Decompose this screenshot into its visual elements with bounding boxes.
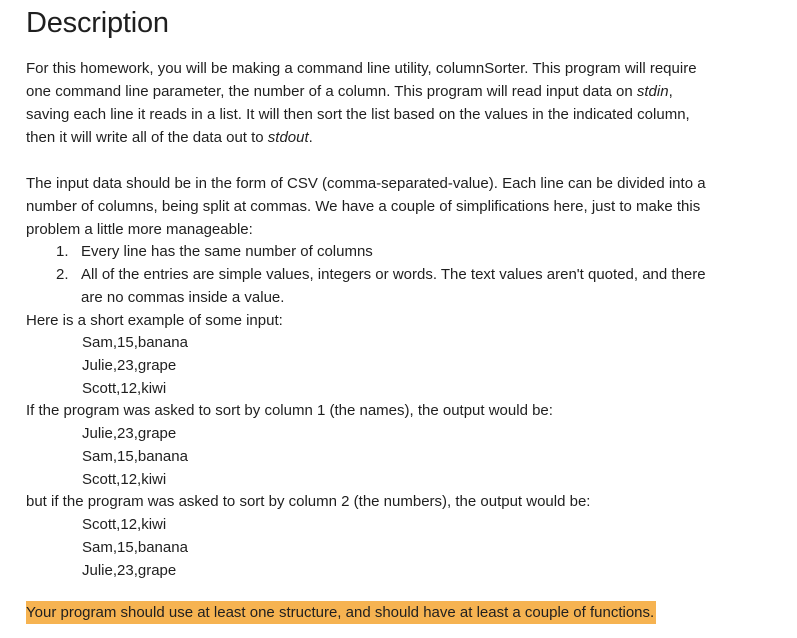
paragraph1-line-1: For this homework, you will be making a command line utility, columnSorter. This program will require	[26, 60, 697, 77]
paragraph2-line-2: number of columns, being split at commas. We have a couple of simplifications here, just to make this	[26, 198, 701, 215]
example-input-line: Scott,12,kiwi	[82, 380, 167, 397]
paragraph2-line-3: problem a little more manageable:	[26, 221, 253, 238]
sort2-intro: but if the program was asked to sort by column 2 (the numbers), the output would be:	[26, 493, 591, 510]
sort1-output-line: Sam,15,banana	[82, 448, 188, 465]
paragraph1-line-4: then it will write all of the data out to stdout.	[26, 129, 313, 146]
sort2-output-line: Julie,23,grape	[82, 562, 177, 579]
sort1-intro: If the program was asked to sort by column 1 (the names), the output would be:	[26, 402, 553, 419]
list-item-1-text: Every line has the same number of columns	[81, 243, 373, 260]
paragraph1-line-3: saving each line it reads in a list. It will then sort the list based on the values in the indicated column,	[26, 106, 690, 123]
list-item-1-number: 1.	[56, 243, 69, 260]
example-input-line: Julie,23,grape	[82, 357, 177, 374]
sort2-output-line: Scott,12,kiwi	[82, 516, 167, 533]
sort2-output-line: Sam,15,banana	[82, 539, 188, 556]
example-intro: Here is a short example of some input:	[26, 312, 283, 329]
paragraph1-line-2: one command line parameter, the number of a column. This program will read input data on stdin,	[26, 83, 673, 100]
stdout-term: stdout	[267, 129, 309, 146]
list-item-2-text-line-2: are no commas inside a value.	[81, 289, 285, 306]
sort1-output-line: Scott,12,kiwi	[82, 471, 167, 488]
stdin-term: stdin	[636, 83, 669, 100]
sort1-output-line: Julie,23,grape	[82, 425, 177, 442]
paragraph2-line-1: The input data should be in the form of CSV (comma-separated-value). Each line can be divided into a	[26, 175, 706, 192]
list-item-2-text-line-1: All of the entries are simple values, integers or words. The text values aren't quoted, and there	[81, 266, 706, 283]
highlighted-requirement: Your program should use at least one structure, and should have at least a couple of functions.	[26, 601, 656, 624]
list-item-2-number: 2.	[56, 266, 69, 283]
page-title: Description	[26, 7, 169, 39]
example-input-line: Sam,15,banana	[82, 334, 188, 351]
